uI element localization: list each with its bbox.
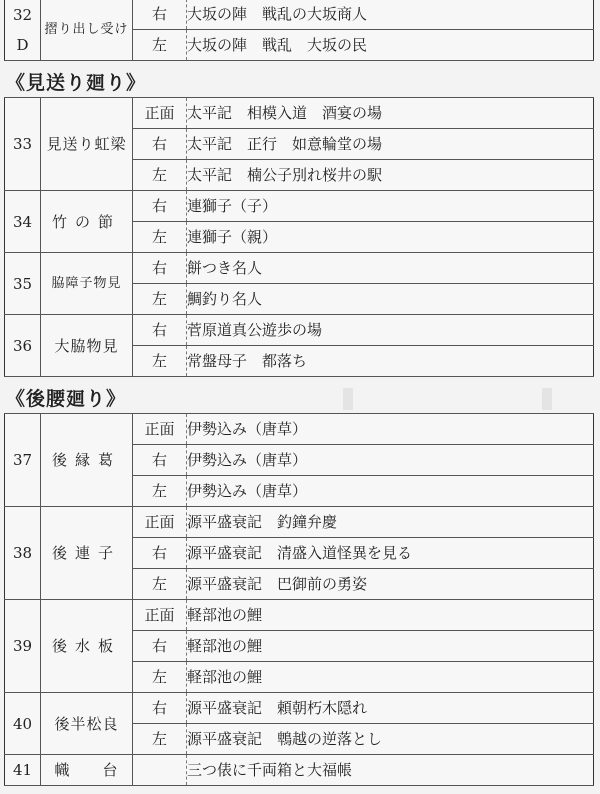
position-label: 右 bbox=[133, 253, 187, 284]
description: 源平盛衰記 鵯越の逆落とし bbox=[187, 724, 594, 755]
position-label: 右 bbox=[133, 129, 187, 160]
table-row bbox=[5, 693, 594, 724]
table-row bbox=[5, 0, 594, 30]
scan-mark bbox=[542, 388, 552, 410]
description: 菅原道真公遊歩の場 bbox=[187, 315, 594, 346]
position-label: 正面 bbox=[133, 507, 187, 538]
position-label: 左 bbox=[133, 160, 187, 191]
item-number: 41 bbox=[5, 755, 41, 786]
scan-mark bbox=[343, 388, 353, 410]
position-label bbox=[133, 755, 187, 786]
table-ushirogoshi bbox=[4, 413, 594, 786]
item-name: 後半松良 bbox=[41, 693, 133, 755]
position-label: 左 bbox=[133, 724, 187, 755]
position-label: 右 bbox=[133, 693, 187, 724]
position-label: 右 bbox=[133, 538, 187, 569]
item-name: 後縁葛 bbox=[41, 414, 133, 507]
position-label: 左 bbox=[133, 222, 187, 253]
table-row bbox=[5, 191, 594, 222]
item-number: 33 bbox=[5, 98, 41, 191]
position-label: 右 bbox=[133, 315, 187, 346]
item-name: 大脇物見 bbox=[41, 315, 133, 377]
item-name: 摺り出し受け bbox=[41, 0, 133, 61]
table-row bbox=[5, 507, 594, 538]
description: 源平盛衰記 巴御前の勇姿 bbox=[187, 569, 594, 600]
position-label: 左 bbox=[133, 346, 187, 377]
description: 源平盛衰記 釣鐘弁慶 bbox=[187, 507, 594, 538]
position-label: 右 bbox=[133, 631, 187, 662]
description: 常盤母子 都落ち bbox=[187, 346, 594, 377]
description: 軽部池の鯉 bbox=[187, 631, 594, 662]
description: 太平記 正行 如意輪堂の場 bbox=[187, 129, 594, 160]
description: 餅つき名人 bbox=[187, 253, 594, 284]
position-label: 右 bbox=[133, 0, 187, 30]
item-number: 36 bbox=[5, 315, 41, 377]
item-number: 40 bbox=[5, 693, 41, 755]
item-name: 後水板 bbox=[41, 600, 133, 693]
position-label: 左 bbox=[133, 569, 187, 600]
item-name: 竹の節 bbox=[41, 191, 133, 253]
description: 伊勢込み（唐草） bbox=[187, 476, 594, 507]
table-row bbox=[5, 414, 594, 445]
item-name: 幟 台 bbox=[41, 755, 133, 786]
position-label: 右 bbox=[133, 191, 187, 222]
item-number: 37 bbox=[5, 414, 41, 507]
description: 源平盛衰記 頼朝朽木隠れ bbox=[187, 693, 594, 724]
description: 伊勢込み（唐草） bbox=[187, 414, 594, 445]
table-row bbox=[5, 755, 594, 786]
description: 太平記 楠公子別れ桜井の駅 bbox=[187, 160, 594, 191]
item-number: 34 bbox=[5, 191, 41, 253]
description: 太平記 相模入道 酒宴の場 bbox=[187, 98, 594, 129]
table-row bbox=[5, 253, 594, 284]
item-number: 38 bbox=[5, 507, 41, 600]
table-row bbox=[5, 315, 594, 346]
description: 鯛釣り名人 bbox=[187, 284, 594, 315]
section-heading-miokuri: 《見送り廻り》 bbox=[6, 72, 147, 94]
position-label: 左 bbox=[133, 476, 187, 507]
item-name: 後連子 bbox=[41, 507, 133, 600]
description: 伊勢込み（唐草） bbox=[187, 445, 594, 476]
position-label: 右 bbox=[133, 445, 187, 476]
position-label: 左 bbox=[133, 30, 187, 61]
description: 大坂の陣 戦乱の大坂商人 bbox=[187, 0, 594, 30]
description: 源平盛衰記 清盛入道怪異を見る bbox=[187, 538, 594, 569]
item-number: 39 bbox=[5, 600, 41, 693]
position-label: 正面 bbox=[133, 98, 187, 129]
section-heading-ushirogoshi: 《後腰廻り》 bbox=[6, 388, 127, 410]
item-name: 見送り虹梁 bbox=[41, 98, 133, 191]
table-row bbox=[5, 98, 594, 129]
position-label: 左 bbox=[133, 662, 187, 693]
position-label: 左 bbox=[133, 284, 187, 315]
table-miokuri bbox=[4, 97, 594, 377]
description: 軽部池の鯉 bbox=[187, 662, 594, 693]
item-name: 脇障子物見 bbox=[41, 253, 133, 315]
table-row bbox=[5, 600, 594, 631]
item-number: 35 bbox=[5, 253, 41, 315]
item-number: 32 D bbox=[5, 0, 41, 61]
description: 連獅子（親） bbox=[187, 222, 594, 253]
position-label: 正面 bbox=[133, 600, 187, 631]
description: 軽部池の鯉 bbox=[187, 600, 594, 631]
position-label: 正面 bbox=[133, 414, 187, 445]
description: 三つ俵に千両箱と大福帳 bbox=[187, 755, 594, 786]
table-top bbox=[4, 0, 594, 61]
description: 大坂の陣 戦乱 大坂の民 bbox=[187, 30, 594, 61]
description: 連獅子（子） bbox=[187, 191, 594, 222]
